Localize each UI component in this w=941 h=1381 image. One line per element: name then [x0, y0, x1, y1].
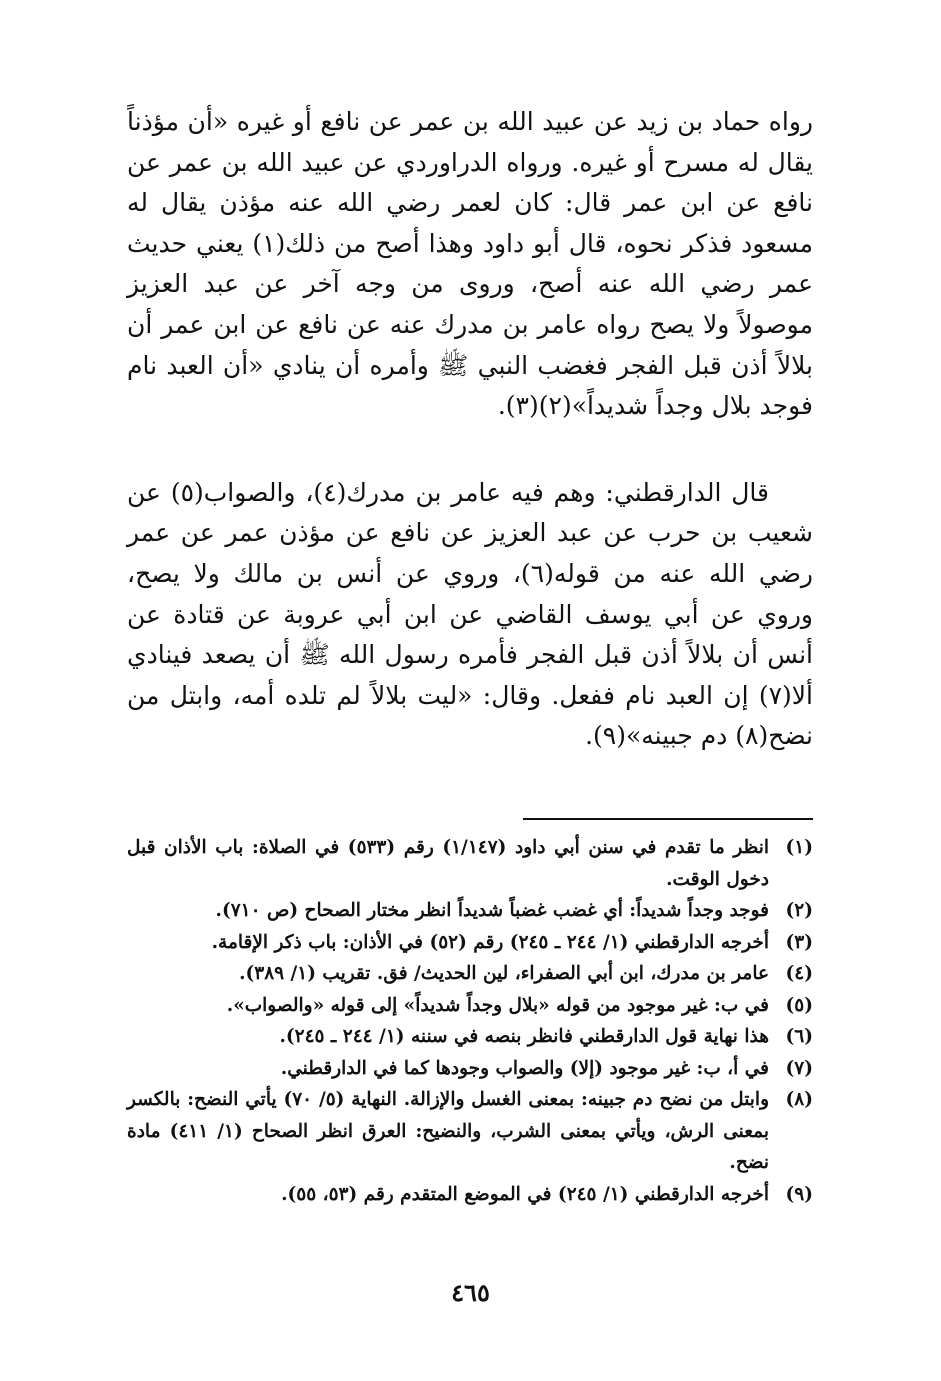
footnote-text: انظر ما تقدم في سنن أبي داود (١/١٤٧) رقم (٥٣٣) في الصلاة: باب الأذان قبل دخول الوقت.: [127, 837, 769, 890]
paragraph-2: قال الدارقطني: وهم فيه عامر بن مدرك(٤)، والصواب(٥) عن شعيب بن حرب عن عبد العزيز عن نافع عن مؤذن عمر عن عمر رضي الله عنه من قوله(٦)، وروي عن أنس بن مالك ولا يصح، وروي عن أبي يوسف القاضي عن ابن أبي عروبة عن قتادة عن أنس أن بلالاً أذن قبل الفجر فأمره رسول الله ﷺ أن يصعد فينادي ألا(٧) إن العبد نام ففعل. وقال: «ليت بلالاً لم تلده أمه، وابتل من نضح(٨) دم جبينه»(٩).: [127, 477, 813, 751]
footnote-4: [127, 958, 813, 990]
main-text: [127, 102, 813, 757]
paragraph-1: رواه حماد بن زيد عن عبيد الله بن عمر عن نافع أو غيره «أن مؤذناً يقال له مسرح أو غيره. ورواه الدراوردي عن عبيد الله بن عمر عن نافع عن ابن عمر قال: كان لعمر رضي الله عنه مؤذن يقال له مسعود فذكر نحوه، قال أبو داود وهذا أصح من ذلك(١) يعني حديث عمر رضي الله عنه أصح، وروى من وجه آخر عن عبد العزيز موصولاً ولا يصح رواه عامر بن مدرك عنه عن نافع عن ابن عمر أن بلالاً أذن قبل الفجر فغضب النبي ﷺ وأمره أن ينادي «أن العبد نام فوجد بلال وجداً شديداً»(٢)(٣).: [127, 107, 813, 421]
footnote-number: (٩): [785, 1183, 813, 1205]
footnote-7: [127, 1053, 813, 1085]
footnote-text: هذا نهاية قول الدارقطني فانظر بنصه في سننه (١/ ٢٤٤ ـ ٢٤٥).: [279, 1026, 769, 1047]
footnote-text: وابتل من نضح دم جبينه: بمعنى الغسل والإزالة. النهاية (٥/ ٧٠) يأتي النضح: بالكسر بمعنى الرش، ويأتي بمعنى الشرب، والنضيح: العرق انظر الصحاح (١/ ٤١١) مادة نضح.: [127, 1089, 769, 1173]
footnote-text: عامر بن مدرك، ابن أبي الصفراء، لين الحديث/ فق. تقريب (١/ ٣٨٩).: [239, 963, 769, 984]
footnote-6: [127, 1021, 813, 1053]
footnote-9: [127, 1179, 813, 1211]
footnote-text: أخرجه الدارقطني (١/ ٢٤٤ ـ ٢٤٥) رقم (٥٢) في الأذان: باب ذكر الإقامة.: [211, 931, 769, 953]
page-number: ٤٦٥: [451, 1278, 490, 1307]
footnote-5: [127, 990, 813, 1022]
footnote-number: (١): [785, 837, 813, 858]
footnote-number: (٨): [785, 1089, 813, 1110]
footnote-1: [127, 832, 813, 895]
footnote-text: في أ، ب: غير موجود (إلا) والصواب وجودها كما في الدارقطني.: [280, 1057, 769, 1079]
footnote-number: (٥): [785, 994, 813, 1016]
footnote-number: (٧): [785, 1057, 813, 1079]
footnote-text: أخرجه الدارقطني (١/ ٢٤٥) في الموضع المتقدم رقم (٥٣، ٥٥).: [281, 1183, 769, 1205]
footnote-3: [127, 927, 813, 959]
footnote-number: (٣): [785, 931, 813, 953]
footnote-divider: [523, 818, 813, 820]
footnote-number: (٤): [785, 963, 813, 984]
footnote-text: في ب: غير موجود من قوله «بلال وجداً شديداً» إلى قوله «والصواب».: [226, 994, 769, 1016]
footnote-number: (٦): [785, 1026, 813, 1047]
footnotes-list: [127, 832, 813, 1210]
footnote-8: [127, 1084, 813, 1179]
footnote-text: فوجد وجداً شديداً: أي غضب غضباً شديداً انظر مختار الصحاح (ص ٧١٠).: [215, 900, 769, 921]
footnote-2: [127, 895, 813, 927]
footnote-number: (٢): [785, 900, 813, 921]
